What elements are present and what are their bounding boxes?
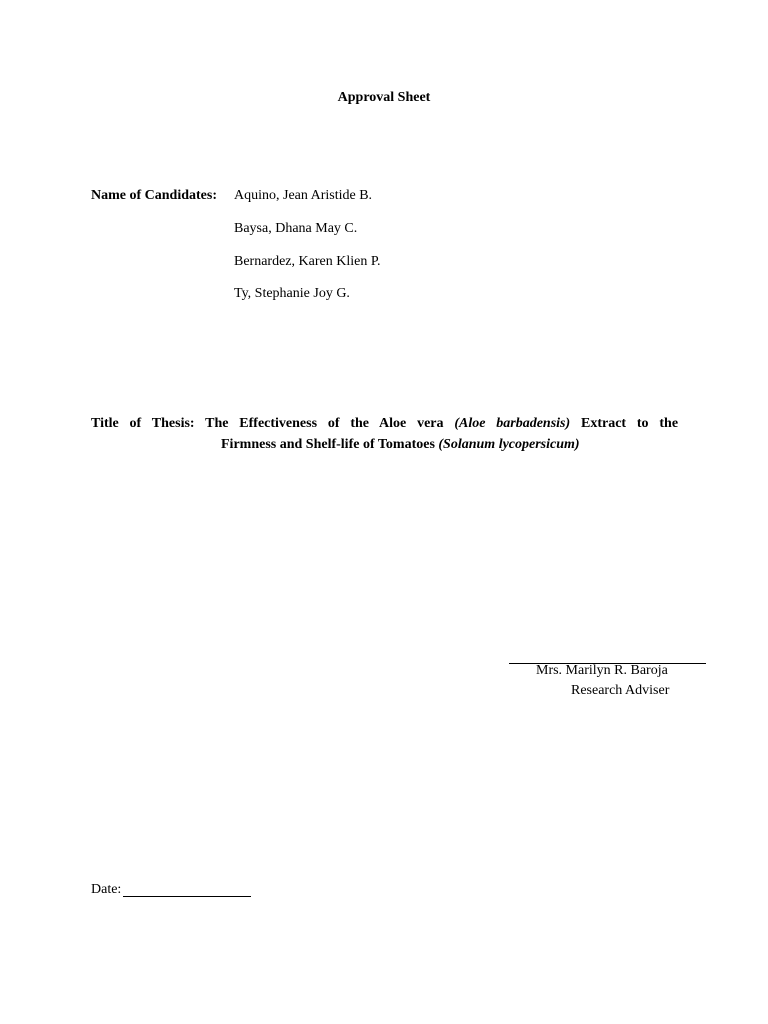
thesis-title-text: Firmness and Shelf-life of Tomatoes: [221, 437, 435, 452]
candidate-name: Bernardez, Karen Klien P.: [234, 254, 381, 269]
thesis-title-line-2: [221, 437, 580, 453]
candidate-name: Baysa, Dhana May C.: [234, 221, 358, 236]
adviser-name: Mrs. Marilyn R. Baroja: [536, 663, 668, 678]
thesis-scientific-name: (Aloe barbadensis): [454, 416, 571, 431]
date-label: Date:: [91, 882, 122, 897]
thesis-title-text: Extract to the: [580, 416, 679, 431]
date-blank-line: [123, 896, 251, 897]
document-title: Approval Sheet: [337, 90, 431, 105]
thesis-scientific-name: (Solanum lycopersicum): [438, 437, 580, 452]
adviser-role: Research Adviser: [571, 683, 670, 698]
thesis-label: Title of Thesis:: [91, 416, 195, 431]
thesis-title-line-1: [91, 416, 678, 432]
candidates-label: Name of Candidates:: [91, 188, 217, 203]
candidate-name: Ty, Stephanie Joy G.: [234, 286, 350, 301]
candidate-name: Aquino, Jean Aristide B.: [234, 188, 373, 203]
thesis-title-text: The Effectiveness of the Aloe vera: [205, 416, 444, 431]
